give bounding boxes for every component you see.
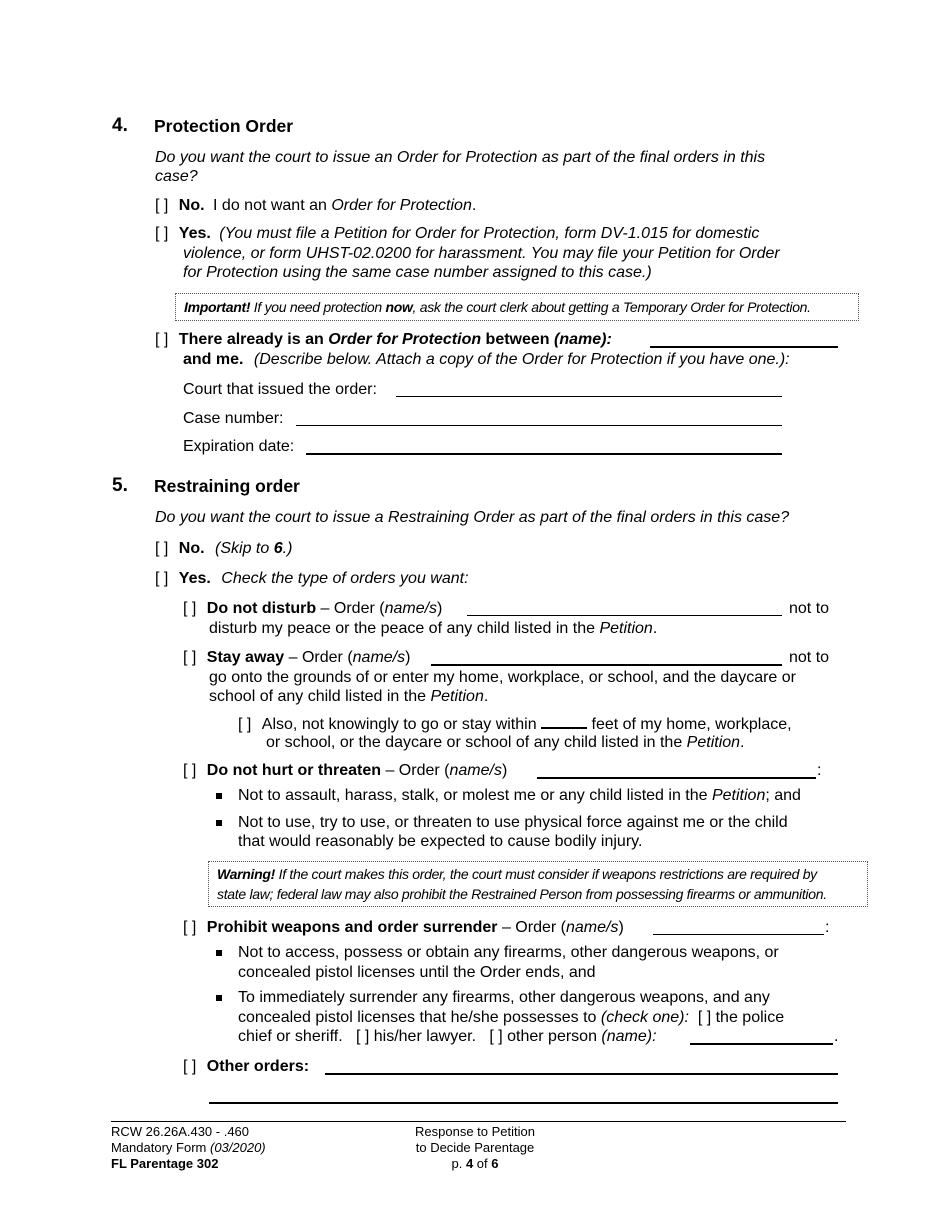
bullet-icon bbox=[216, 793, 222, 799]
yes-protection-note-2: violence, or form UHST-02.0200 for harassment. You may file your Petition for Order bbox=[183, 245, 780, 262]
weapons-bullet-2-cont-2: chief or sheriff. [ ] his/her lawyer. [ ] other person (name): bbox=[238, 1028, 657, 1045]
checkbox[interactable]: [ ] bbox=[183, 919, 197, 936]
checkbox[interactable]: [ ] bbox=[238, 716, 252, 733]
stay-away-not-to: not to bbox=[789, 649, 830, 666]
do-not-disturb-line-2: disturb my peace or the peace of any child listed in the Petition. bbox=[209, 620, 658, 637]
option-no-restraining: [ ] No. (Skip to 6.) bbox=[155, 540, 293, 557]
checkbox[interactable]: [ ] bbox=[183, 600, 197, 617]
option-do-not-disturb: [ ] Do not disturb – Order (name/s) bbox=[183, 600, 443, 617]
option-stay-away-distance: [ ] Also, not knowingly to go or stay within feet of my home, workplace, bbox=[238, 713, 792, 735]
section-4-question: Do you want the court to issue an Order for Protection as part of the final orders in this bbox=[155, 149, 766, 166]
other-orders-field[interactable] bbox=[325, 1073, 838, 1075]
prohibit-weapons-name-field[interactable] bbox=[653, 934, 824, 935]
other-person-name-field[interactable] bbox=[690, 1043, 833, 1045]
expiration-label: Expiration date: bbox=[183, 438, 295, 455]
bullet-icon bbox=[216, 820, 222, 826]
stay-away-line-3: school of any child listed in the Petition. bbox=[209, 688, 489, 705]
option-yes-protection: [ ] Yes. (You must file a Petition for Order for Protection, form DV-1.015 for domestic bbox=[155, 225, 760, 242]
do-not-hurt-name-field[interactable] bbox=[537, 777, 816, 779]
option-existing-order: [ ] There already is an Order for Protection between (name): bbox=[155, 331, 612, 348]
weapons-period: . bbox=[834, 1028, 839, 1045]
checkbox[interactable]: [ ] bbox=[183, 1058, 197, 1075]
section-5-question: Do you want the court to issue a Restraining Order as part of the final orders in this case? bbox=[155, 509, 790, 526]
option-no-protection: [ ] No. I do not want an Order for Protection. bbox=[155, 197, 477, 214]
section-4-title: Protection Order bbox=[154, 116, 294, 136]
section-5-number: 5. bbox=[112, 475, 128, 496]
bullet-icon bbox=[216, 950, 222, 956]
checkbox[interactable]: [ ] bbox=[155, 570, 169, 587]
weapons-bullet-2-cont: concealed pistol licenses that he/she possesses to (check one): [ ] the police bbox=[238, 1009, 785, 1026]
weapons-bullet-2: To immediately surrender any firearms, other dangerous weapons, and any bbox=[238, 989, 770, 1006]
do-not-hurt-bullet-2-cont: that would reasonably be expected to cause bodily injury. bbox=[238, 833, 643, 850]
option-other-orders: [ ] Other orders: bbox=[183, 1058, 310, 1075]
section-5-title: Restraining order bbox=[154, 476, 300, 496]
distance-feet-field[interactable] bbox=[541, 713, 587, 729]
section-4-number: 4. bbox=[112, 115, 128, 136]
yes-protection-note-3: for Protection using the same case number assigned to this case.) bbox=[183, 264, 652, 281]
bullet-icon bbox=[216, 995, 222, 1001]
option-stay-away: [ ] Stay away – Order (name/s) bbox=[183, 649, 411, 666]
expiration-field[interactable] bbox=[306, 453, 782, 455]
checkbox[interactable]: [ ] bbox=[183, 762, 197, 779]
section-4-question-cont: case? bbox=[155, 168, 198, 185]
do-not-disturb-not-to: not to bbox=[789, 600, 830, 617]
other-orders-field-2[interactable] bbox=[209, 1102, 838, 1104]
existing-order-name-field[interactable] bbox=[650, 346, 838, 348]
do-not-disturb-name-field[interactable] bbox=[467, 615, 782, 616]
weapons-bullet-1: Not to access, possess or obtain any firearms, other dangerous weapons, or bbox=[238, 944, 779, 961]
case-number-field[interactable] bbox=[296, 425, 782, 426]
option-prohibit-weapons: [ ] Prohibit weapons and order surrender – Order (name/s) bbox=[183, 919, 624, 936]
checkbox[interactable]: [ ] bbox=[155, 540, 169, 557]
checkbox[interactable]: [ ] bbox=[183, 649, 197, 666]
option-do-not-hurt: [ ] Do not hurt or threaten – Order (name/s) bbox=[183, 762, 508, 779]
stay-away-line-2: go onto the grounds of or enter my home, workplace, or school, and the daycare or bbox=[209, 669, 796, 686]
stay-away-name-field[interactable] bbox=[431, 664, 782, 666]
footer-left: RCW 26.26A.430 - .460 Mandatory Form (03/2020) FL Parentage 302 bbox=[111, 1124, 266, 1171]
court-field[interactable] bbox=[396, 396, 782, 397]
warning-notice: Warning! If the court makes this order, the court must consider if weapons restrictions are required by state law; federal law may also prohibit the Restrained Person from possessing firearms or ammunition. bbox=[208, 861, 868, 907]
footer-middle: Response to Petition to Decide Parentage p. 4 of 6 bbox=[415, 1124, 535, 1171]
checkbox[interactable]: [ ] bbox=[155, 197, 169, 214]
footer-divider bbox=[111, 1121, 846, 1122]
checkbox[interactable]: [ ] bbox=[155, 225, 169, 242]
checkbox[interactable]: [ ] bbox=[155, 331, 169, 348]
prohibit-weapons-colon: : bbox=[825, 919, 830, 936]
option-yes-restraining: [ ] Yes. Check the type of orders you want: bbox=[155, 570, 469, 587]
weapons-bullet-1-cont: concealed pistol licenses until the Order ends, and bbox=[238, 964, 596, 981]
do-not-hurt-bullet-1: Not to assault, harass, stalk, or molest me or any child listed in the Petition; and bbox=[238, 787, 801, 804]
important-notice: Important! If you need protection now, ask the court clerk about getting a Temporary Order for Protection. bbox=[175, 293, 859, 321]
do-not-hurt-bullet-2: Not to use, try to use, or threaten to use physical force against me or the child bbox=[238, 814, 788, 831]
do-not-hurt-colon: : bbox=[817, 762, 822, 779]
stay-away-distance-line-2: or school, or the daycare or school of any child listed in the Petition. bbox=[266, 734, 745, 751]
court-label: Court that issued the order: bbox=[183, 381, 377, 398]
case-number-label: Case number: bbox=[183, 410, 284, 427]
existing-order-line-2: and me. (Describe below. Attach a copy of the Order for Protection if you have one.): bbox=[183, 351, 790, 368]
